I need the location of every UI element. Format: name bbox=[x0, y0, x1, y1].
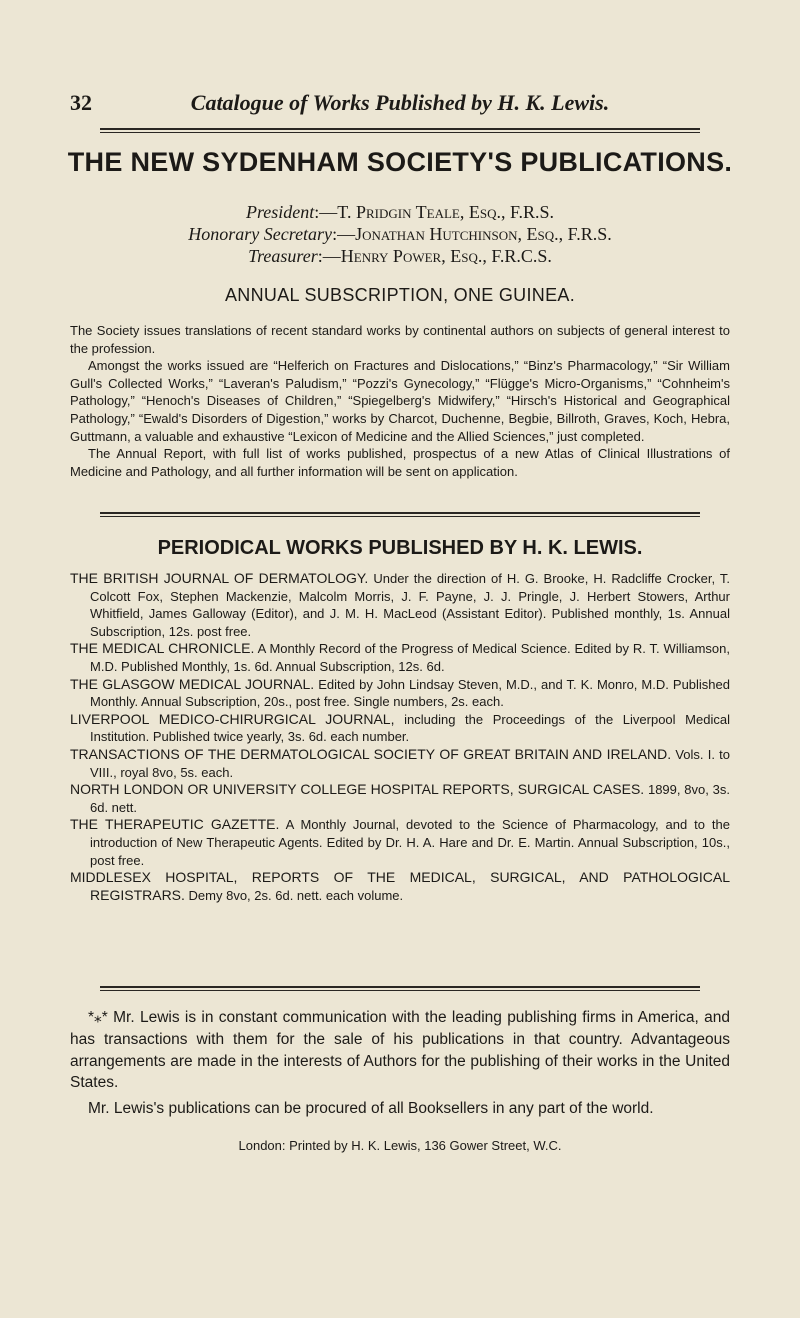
running-head bbox=[70, 90, 730, 124]
notice-rule bbox=[100, 986, 700, 988]
society-paragraph: The Annual Report, with full list of works published, prospectus of a new Atlas of Clinical Illustrations of Medicine and Pathology, and all further information will be sent on application. bbox=[70, 446, 730, 479]
officer-treasurer: Treasurer:—Henry Power, Esq., F.R.C.S. bbox=[248, 246, 552, 266]
notice-paragraph: Mr. Lewis's publications can be procured of all Booksellers in any part of the world. bbox=[88, 1100, 654, 1118]
list-item: LIVERPOOL MEDICO-CHIRURGICAL JOURNAL, including the Proceedings of the Liverpool Medical Institution. Published twice yearly, 3s. 6d. each number. bbox=[70, 710, 730, 745]
society-description bbox=[70, 322, 730, 480]
running-title: Catalogue of Works Published by H. K. Lewis. bbox=[190, 90, 610, 115]
list-item: THE MEDICAL CHRONICLE. A Monthly Record of the Progress of Medical Science. Edited by R. T. Williamson, M.D. Published Monthly, 1s. 6d. Annual Subscription, 12s. 6d. bbox=[70, 640, 731, 674]
society-paragraph: The Society issues translations of recent standard works by continental authors on subjects of general interest to the profession. bbox=[70, 323, 730, 356]
notice-rule-thin bbox=[100, 990, 700, 991]
section-rule-thin bbox=[100, 516, 700, 517]
society-paragraph: Amongst the works issued are “Helferich on Fractures and Dislocations,” “Binz's Pharmacology,” “Sir William Gull's Collected Works,” “Laveran's Paludism,” “Pozzi's Gynecology,” “Flügge's Micro-Organisms,” “Cohnheim's Pathology,” “Henoch's Diseases of Children,” “Spiegelberg's Midwifery,” “Hirsch's Historical and Geographical Pathology,” “Ewald's Disorders of Digestion,” works by Charcot, Duchenne, Begbie, Billroth, Graves, Koch, Hebra, Guttmann, a valuable and exhaustive “Lexicon of Medicine and the Allied Sciences,” just completed. bbox=[70, 358, 730, 444]
list-item: NORTH LONDON OR UNIVERSITY COLLEGE HOSPITAL REPORTS, SURGICAL CASES. 1899, 8vo, 3s. 6d. nett. bbox=[70, 781, 730, 815]
page-number: 32 bbox=[70, 90, 92, 115]
list-item: THE GLASGOW MEDICAL JOURNAL. Edited by John Lindsay Steven, M.D., and T. K. Monro, M.D. Published Monthly. Annual Subscription, 20s., post free. Single numbers, 2s. each. bbox=[70, 675, 730, 710]
annual-subscription: ANNUAL SUBSCRIPTION, ONE GUINEA. bbox=[225, 285, 575, 305]
society-officers bbox=[60, 201, 740, 267]
list-item: THE THERAPEUTIC GAZETTE. A Monthly Journal, devoted to the Science of Pharmacology, and to the introduction of New Therapeutic Agents. Edited by Dr. H. A. Hare and Dr. E. Martin. Annual Subscription, 10s., post free. bbox=[70, 816, 730, 868]
list-item: THE BRITISH JOURNAL OF DERMATOLOGY. Under the direction of H. G. Brooke, H. Radcliffe Crocker, T. Colcott Fox, Stephen Mackenzie, Malcolm Morris, J. F. Payne, J. J. Pringle, J. Herbert Stowers, Arthur Whitfield, James Galloway (Editor), and J. M. H. MacLeod (Assistant Editor). Published monthly, 1s. Annual Subscription, 12s. post free. bbox=[70, 570, 730, 639]
notice-paragraph: *⁎* Mr. Lewis is in constant communication with the leading publishing firms in America, and has transactions with them for the sale of his publications in that country. Advantageous arrangements are made in the interests of Authors for the publishing of their works in the United States. bbox=[70, 1009, 730, 1092]
officer-president: President:—T. Pridgin Teale, Esq., F.R.S. bbox=[245, 202, 555, 222]
society-heading: THE NEW SYDENHAM SOCIETY'S PUBLICATIONS. bbox=[67, 147, 733, 177]
header-rule bbox=[100, 128, 700, 130]
list-item: TRANSACTIONS OF THE DERMATOLOGICAL SOCIETY OF GREAT BRITAIN AND IRELAND. Vols. I. to VIII., royal 8vo, 5s. each. bbox=[70, 745, 730, 780]
list-item: MIDDLESEX HOSPITAL, REPORTS OF THE MEDICAL, SURGICAL, AND PATHOLOGICAL REGISTRARS. Demy 8vo, 2s. 6d. nett. each volume. bbox=[70, 869, 730, 903]
header-rule-thin bbox=[100, 132, 700, 133]
printer-imprint: London: Printed by H. K. Lewis, 136 Gower Street, W.C. bbox=[238, 1138, 562, 1153]
asterism: *⁎* bbox=[88, 1009, 108, 1026]
periodicals-heading: PERIODICAL WORKS PUBLISHED BY H. K. LEWIS. bbox=[157, 537, 643, 559]
periodicals-list bbox=[70, 570, 730, 904]
section-rule bbox=[100, 512, 700, 514]
publisher-notice bbox=[70, 1007, 730, 1120]
officer-secretary: Honorary Secretary:—Jonathan Hutchinson, Esq., F.R.S. bbox=[188, 224, 612, 244]
